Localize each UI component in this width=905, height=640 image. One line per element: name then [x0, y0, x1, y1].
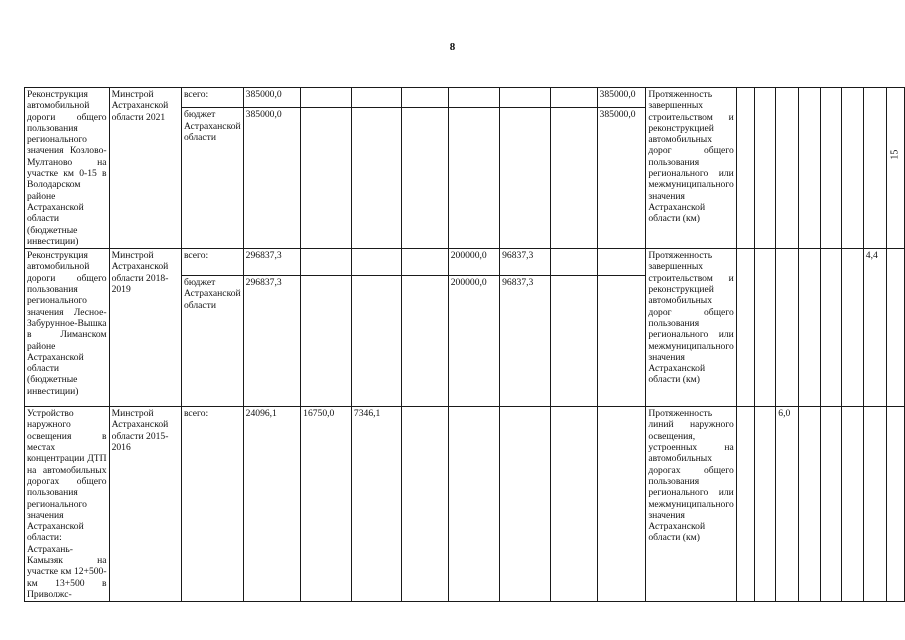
funding-2020 — [550, 276, 597, 407]
funding-2019 — [500, 407, 551, 602]
target-value — [886, 407, 904, 602]
table-row — [25, 88, 905, 108]
funding-2015: 16750,0 — [301, 407, 352, 602]
funding-2020 — [550, 88, 597, 108]
indicator-text: Протяженность линий наружного освещения, устроенных на автомобильных дорогах общего пользования регионального или межмуниципального значения Астраханской области (км) — [646, 407, 736, 602]
target-value — [820, 88, 841, 249]
table-row — [25, 249, 905, 276]
funding-2020 — [550, 108, 597, 249]
target-value — [754, 407, 775, 602]
funding-total: 296837,3 — [243, 276, 300, 407]
funding-source: бюджет Астраханской области — [181, 108, 243, 249]
page-number: 8 — [449, 41, 456, 53]
target-value — [776, 88, 799, 249]
funding-2017 — [402, 407, 449, 602]
funding-source: бюджет Астраханской области — [181, 276, 243, 407]
funding-2018 — [448, 407, 499, 602]
funding-total: 24096,1 — [243, 407, 300, 602]
measure-name: Реконструкция автомобильной дороги общего пользования регионального значения Козлово-Мултаново на участке км 0-15 в Володарском районе Астраханской области (бюджетные инвестиции) — [25, 88, 110, 249]
executor-period: Минстрой Астраханской области 2018-2019 — [109, 249, 181, 407]
funding-2018: 200000,0 — [448, 249, 499, 276]
funding-2015 — [301, 88, 352, 108]
funding-2021: 385000,0 — [597, 108, 646, 249]
target-rotated-cell — [886, 88, 904, 249]
funding-2015 — [301, 249, 352, 276]
target-value — [799, 249, 820, 407]
target-value — [736, 249, 754, 407]
target-value — [842, 88, 863, 249]
target-value: 6,0 — [776, 407, 799, 602]
target-value — [754, 249, 775, 407]
funding-2020 — [550, 249, 597, 276]
target-value: 4,4 — [863, 249, 886, 407]
funding-2019: 96837,3 — [500, 249, 551, 276]
target-value — [754, 88, 775, 249]
target-value — [736, 88, 754, 249]
target-value — [820, 249, 841, 407]
funding-2016 — [351, 249, 401, 276]
measure-name: Устройство наружного освещения в местах концентрации ДТП на автомобильных дорогах общего пользования регионального значения Астраханской области: Астрахань-Камызяк на участке км 12+500-км 13+500 в Приволжс- — [25, 407, 110, 602]
funding-2016 — [351, 276, 401, 407]
target-value — [820, 407, 841, 602]
funding-total: 385000,0 — [243, 88, 300, 108]
funding-2018 — [448, 88, 499, 108]
table-row — [25, 407, 905, 602]
funding-source: всего: — [181, 88, 243, 108]
funding-2017 — [402, 88, 449, 108]
funding-2021: 385000,0 — [597, 88, 646, 108]
funding-2015 — [301, 108, 352, 249]
indicator-text: Протяженность завершенных строительством и реконструкцией автомобильных дорог общего пользования регионального или межмуниципального значения Астраханской области (км) — [646, 88, 736, 249]
funding-total: 385000,0 — [243, 108, 300, 249]
funding-2017 — [402, 249, 449, 276]
funding-2016 — [351, 108, 401, 249]
funding-2018 — [448, 108, 499, 249]
target-value — [799, 88, 820, 249]
funding-2019 — [500, 108, 551, 249]
funding-2016: 7346,1 — [351, 407, 401, 602]
target-value — [736, 407, 754, 602]
funding-2016 — [351, 88, 401, 108]
funding-2017 — [402, 108, 449, 249]
funding-2021 — [597, 276, 646, 407]
program-table — [24, 87, 905, 602]
funding-2020 — [550, 407, 597, 602]
funding-2017 — [402, 276, 449, 407]
executor-period: Минстрой Астраханской области 2015-2016 — [109, 407, 181, 602]
target-rotated-value: 15 — [889, 149, 901, 160]
target-value — [886, 249, 904, 407]
funding-2019: 96837,3 — [500, 276, 551, 407]
funding-2021 — [597, 407, 646, 602]
target-value — [842, 407, 863, 602]
target-value — [863, 407, 886, 602]
funding-source: всего: — [181, 249, 243, 276]
funding-total: 296837,3 — [243, 249, 300, 276]
target-value — [842, 249, 863, 407]
indicator-text: Протяженность завершенных строительством и реконструкцией автомобильных дорог общего пользования регионального или межмуниципального значения Астраханской области (км) — [646, 249, 736, 407]
funding-source: всего: — [181, 407, 243, 602]
funding-2021 — [597, 249, 646, 276]
measure-name: Реконструкция автомобильной дороги общего пользования регионального значения Лесное-Забурунное-Вышка в Лиманском районе Астраханской области (бюджетные инвестиции) — [25, 249, 110, 407]
target-value — [863, 88, 886, 249]
funding-2018: 200000,0 — [448, 276, 499, 407]
funding-2019 — [500, 88, 551, 108]
funding-2015 — [301, 276, 352, 407]
target-value — [776, 249, 799, 407]
executor-period: Минстрой Астраханской области 2021 — [109, 88, 181, 249]
target-value — [799, 407, 820, 602]
